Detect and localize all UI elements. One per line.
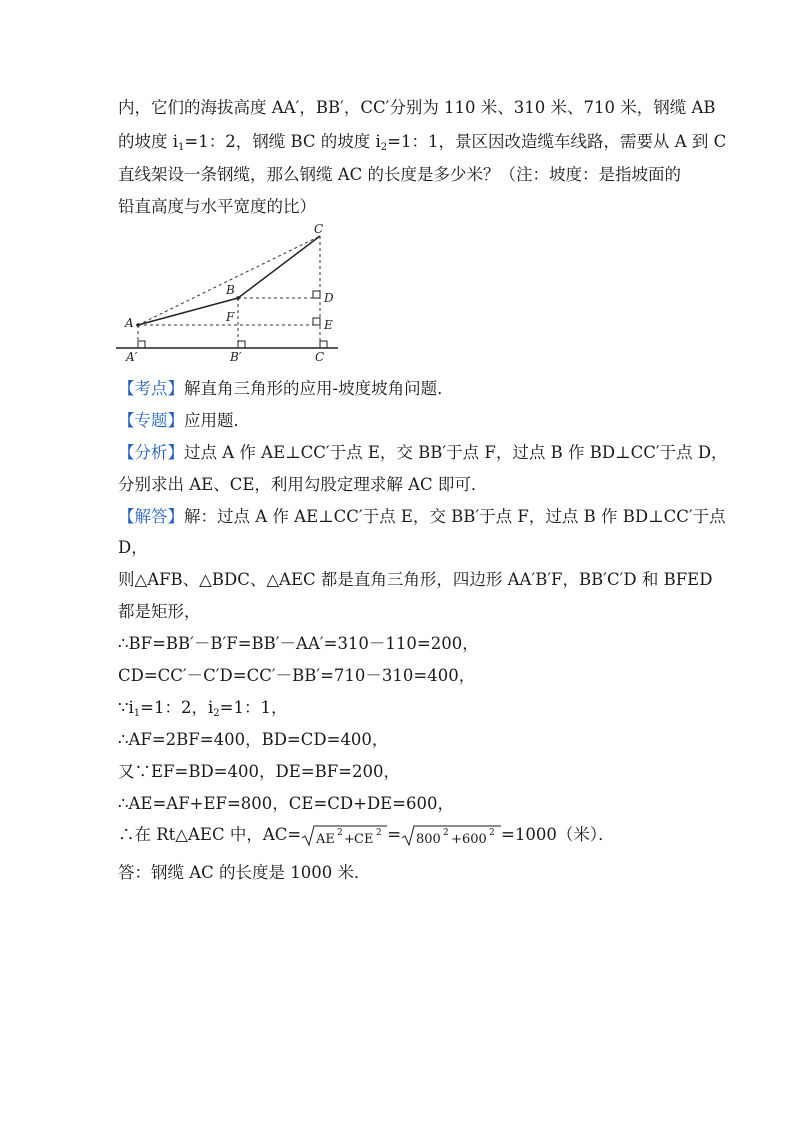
step-3b: =1：2，i [140, 698, 214, 717]
label-d: D [324, 291, 334, 305]
geometry-figure [112, 222, 344, 364]
formula-ce: CE [354, 831, 374, 847]
point-a [136, 323, 140, 327]
step-7-prefix: ∴在 Rt△AEC 中，AC= [118, 825, 302, 844]
formula-exp-1: 2 [337, 827, 343, 838]
formula-600: 600 [462, 831, 487, 847]
problem-line-3: 直线架设一条钢缆，那么钢缆 AC 的长度是多少米？（注：坡度：是指坡面的 [118, 165, 682, 184]
formula-exp-3: 2 [443, 827, 449, 838]
kaodian-line [118, 378, 454, 400]
label-b: B [226, 283, 235, 297]
label-a: A [125, 316, 134, 330]
step-6: ∴AE=AF+EF=800，CE=CD+DE=600， [118, 794, 455, 813]
formula-800: 800 [416, 831, 441, 847]
cable-ab [138, 298, 238, 325]
step-1: ∴BF=BB′－B′F=BB′－AA′=310－110=200， [118, 634, 479, 653]
right-angle-a1 [138, 341, 145, 348]
step-3c: =1：1， [219, 698, 288, 717]
step-3 [118, 697, 287, 725]
label-c: C [314, 222, 324, 236]
label-e: E [324, 318, 333, 332]
jieda-text-1: 解：过点 A 作 AE⊥CC′于点 E，交 BB′于点 F，过点 B 作 BD⊥CC′于点 [184, 507, 726, 526]
step-7 [118, 822, 615, 848]
step-3-sub2: 2 [213, 708, 220, 719]
fenxi-text-1: 过点 A 作 AE⊥CC′于点 E，交 BB′于点 F，过点 B 作 BD⊥CC′于点 D， [184, 443, 728, 462]
subscript-1: 1 [178, 142, 185, 153]
label-a-prime: A′ [126, 350, 138, 364]
right-angle-d [313, 291, 320, 298]
problem-line-2 [118, 131, 726, 159]
label-c-prime: C [315, 350, 325, 364]
fenxi-tag: 【分析】 [118, 443, 184, 462]
fenxi-line-2: 分别求出 AE、CE，利用勾股定理求解 AC 即可． [118, 475, 488, 494]
step-7-result: =1000（米）． [501, 825, 615, 844]
zhuanti-text: 应用题． [184, 411, 250, 430]
step-5: 又∵EF=BD=400，DE=BF=200， [118, 762, 400, 781]
kaodian-text: 解直角三角形的应用-坡度坡角问题． [184, 379, 454, 398]
step-3a: ∵i [118, 698, 134, 717]
problem-line-2b: =1：2，钢缆 BC 的坡度 i [184, 132, 381, 151]
label-f: F [226, 310, 235, 324]
step-7-eq1: = [387, 825, 402, 844]
step-3-sub1: 1 [133, 708, 141, 719]
zhuanti-tag: 【专题】 [118, 411, 184, 430]
sqrt-formula-2 [401, 824, 501, 848]
label-b-prime: B′ [230, 350, 242, 364]
formula-exp-2: 2 [376, 827, 382, 838]
fenxi-line-1 [118, 442, 728, 464]
formula-plus-1: + [344, 831, 356, 847]
sqrt-formula-1 [301, 824, 387, 848]
problem-line-2c: =1：1，景区因改造缆车线路，需要从 A 到 C [387, 132, 727, 151]
formula-ae: AE [316, 831, 336, 847]
kaodian-tag: 【考点】 [118, 379, 184, 398]
jieda-line-3: 则△AFB、△BDC、△AEC 都是直角三角形，四边形 AA′B′F，BB′C′D 和 BFED [118, 570, 713, 589]
jieda-line-2: D， [118, 538, 148, 557]
problem-line-2a: 的坡度 i [118, 132, 179, 151]
cable-bc [238, 236, 320, 298]
formula-exp-4: 2 [489, 827, 495, 838]
problem-line-4: 铅直高度与水平宽度的比） [118, 197, 316, 216]
jieda-line-4: 都是矩形， [118, 602, 201, 621]
step-4: ∴AF=2BF=400，BD=CD=400， [118, 730, 389, 749]
formula-plus-2: + [451, 831, 462, 847]
point-b [236, 296, 240, 300]
right-angle-e [313, 318, 320, 325]
subscript-2: 2 [380, 142, 388, 153]
step-2: CD=CC′－C′D=CC′－BB′=710－310=400， [118, 666, 476, 685]
problem-line-1: 内，它们的海拔高度 AA′，BB′，CC′分别为 110 米、310 米、710 米，钢缆 AB [118, 98, 716, 117]
right-angle-c1 [320, 341, 327, 348]
jieda-tag: 【解答】 [118, 507, 184, 526]
zhuanti-line [118, 410, 250, 432]
right-angle-b1 [238, 341, 245, 348]
jieda-line-1 [118, 506, 726, 528]
answer-line: 答：钢缆 AC 的长度是 1000 米． [118, 863, 371, 882]
